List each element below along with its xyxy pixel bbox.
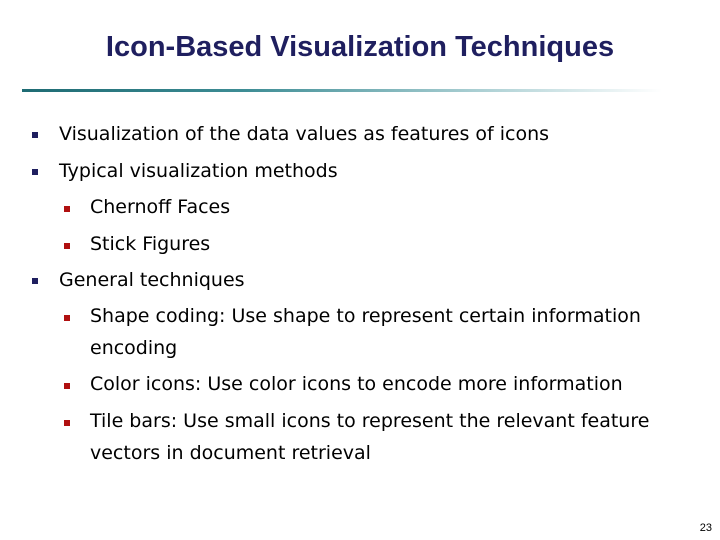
sub-bullet-item (90, 191, 680, 223)
square-bullet-icon (64, 315, 70, 321)
bullet-text: Visualization of the data values as features of icons (59, 123, 550, 145)
square-bullet-icon (64, 383, 70, 389)
square-bullet-icon (64, 206, 70, 212)
slide-title: Icon-Based Visualization Techniques (105, 31, 615, 63)
square-bullet-icon (32, 132, 38, 138)
sub-bullet-text: Color icons: Use color icons to encode more information (90, 373, 623, 395)
bullet-item (59, 155, 679, 187)
square-bullet-icon (32, 278, 38, 284)
sub-bullet-item (90, 368, 680, 400)
bullet-item (59, 118, 679, 150)
sub-bullet-item (90, 300, 670, 364)
sub-bullet-item (90, 405, 670, 469)
square-bullet-icon (64, 420, 70, 426)
page-number: 23 (699, 522, 712, 534)
bullet-text: Typical visualization methods (59, 160, 338, 182)
square-bullet-icon (32, 169, 38, 175)
sub-bullet-text: Chernoff Faces (90, 196, 231, 218)
sub-bullet-item (90, 228, 680, 260)
sub-bullet-text: Stick Figures (90, 233, 211, 255)
bullet-item (59, 264, 679, 296)
square-bullet-icon (64, 243, 70, 249)
sub-bullet-text: Tile bars: Use small icons to represent the relevant feature vectors in document retrieval (90, 410, 650, 464)
bullet-text: General techniques (59, 269, 245, 291)
sub-bullet-text: Shape coding: Use shape to represent certain information encoding (90, 305, 641, 359)
